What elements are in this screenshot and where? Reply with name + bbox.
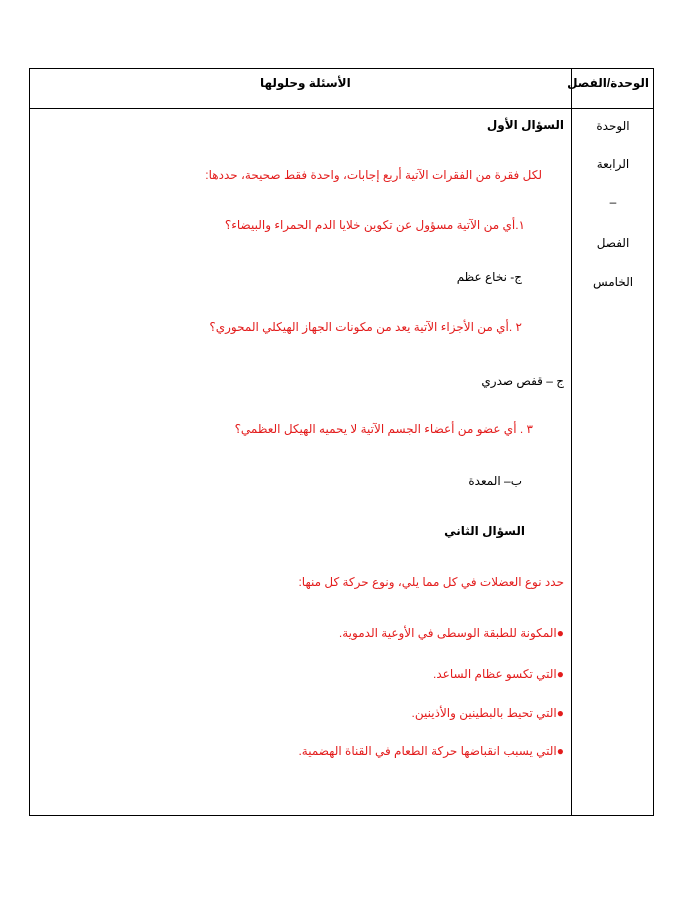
unit-line-1: الوحدة [596,119,630,133]
question1-item3-text: ٣ . أي عضو من أعضاء الجسم الآتية لا يحميه الهيكل العظمي؟ [234,422,533,436]
unit-line-4: الفصل [596,236,630,250]
question1-title: السؤال الأول [486,118,564,132]
question2-bullet-1: ●المكونة للطبقة الوسطى في الأوعية الدموية. [338,626,564,640]
unit-line-5: الخامس [592,275,634,289]
header-questions-answers: الأسئلة وحلولها [260,76,351,90]
column-divider [571,69,572,815]
question1-item2-text: ٢ .أي من الأجزاء الآتية يعد من مكونات الجهاز الهيكلي المحوري؟ [209,320,522,334]
question2-instruction: حدد نوع العضلات في كل مما يلي، ونوع حركة كل منها: [298,575,564,589]
question1-item3-answer: ب– المعدة [468,474,522,488]
question1-item1-text: ١.أي من الآتية مسؤول عن تكوين خلايا الدم الحمراء والبيضاء؟ [224,218,525,232]
question2-bullet-2: ●التي تكسو عظام الساعد. [433,667,564,681]
question2-bullet-4: ●التي يسبب انقباضها حركة الطعام في القناة الهضمية. [298,744,564,758]
header-divider [30,108,653,109]
unit-line-3: – [609,195,617,209]
question1-instruction: لكل فقرة من الفقرات الآتية أربع إجابات، واحدة فقط صحيحة، حددها: [205,168,542,182]
header-unit-chapter: الوحدة/الفصل [567,76,649,90]
question1-item2-answer: ج – قفص صدري [481,374,564,388]
question2-title: السؤال الثاني [444,524,525,538]
question1-item1-answer: ج- نخاع عظم [456,270,522,284]
questions-table [29,68,654,816]
unit-line-2: الرابعة [596,157,630,171]
question2-bullet-3: ●التي تحيط بالبطينين والأذينين. [411,706,564,720]
